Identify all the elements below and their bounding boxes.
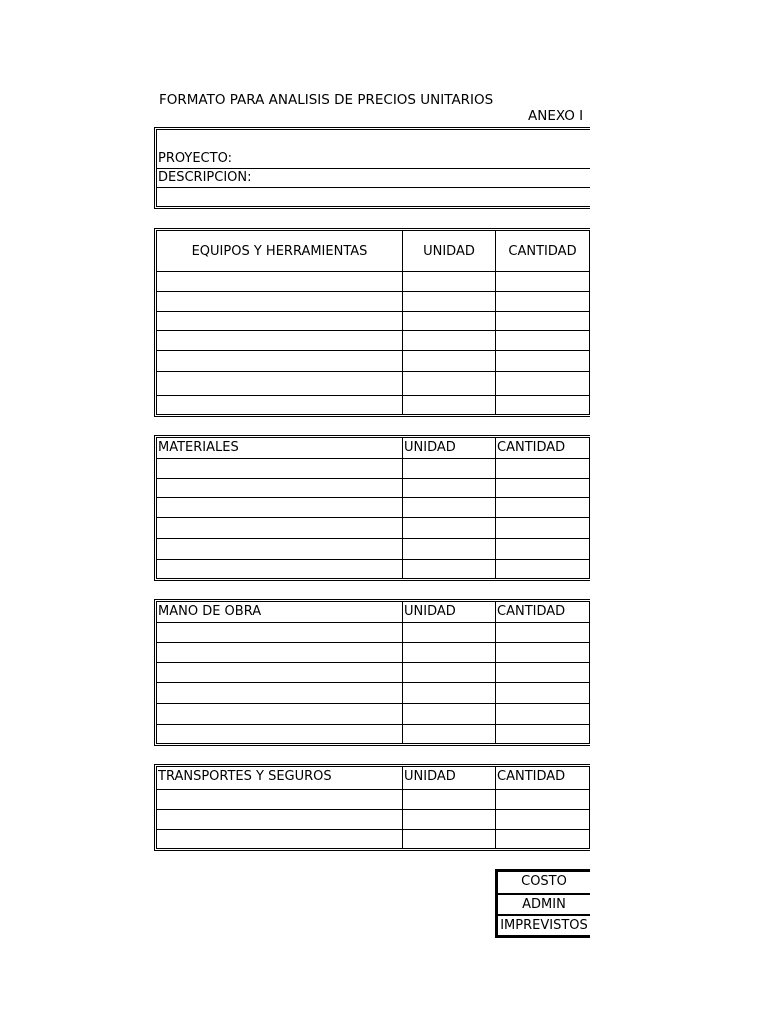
table-cell[interactable] — [403, 810, 496, 829]
table-cell[interactable] — [157, 272, 403, 291]
description-label: DESCRIPCION: — [158, 170, 252, 185]
table-header-row — [157, 231, 590, 271]
table-cell[interactable] — [403, 396, 496, 417]
cost-summary-box — [495, 869, 590, 938]
table-row[interactable] — [157, 371, 590, 395]
table-cell[interactable] — [157, 498, 403, 517]
table-cell[interactable] — [157, 292, 403, 311]
table-cell[interactable] — [403, 704, 496, 724]
table-header-row — [157, 438, 590, 458]
table-cell[interactable] — [403, 623, 496, 642]
table-row[interactable] — [157, 330, 590, 350]
direct-cost-label: COSTO — [521, 874, 567, 889]
table-cell[interactable] — [496, 663, 590, 682]
table-cell[interactable] — [157, 539, 403, 559]
column-header-labor: MANO DE OBRA — [157, 602, 403, 622]
table-cell[interactable] — [403, 479, 496, 497]
table-cell[interactable] — [403, 372, 496, 395]
table-cell[interactable] — [403, 498, 496, 517]
table-cell[interactable] — [496, 830, 590, 851]
table-cell[interactable] — [403, 539, 496, 559]
unforeseen-label: IMPREVISTOS — [498, 914, 590, 935]
column-header-quantity: CANTIDAD — [496, 231, 590, 271]
table-row[interactable] — [157, 809, 590, 829]
table-cell[interactable] — [157, 725, 403, 746]
table-cell[interactable] — [496, 810, 590, 829]
table-row[interactable] — [157, 395, 590, 417]
table-cell[interactable] — [403, 351, 496, 371]
header-divider — [157, 187, 590, 188]
table-cell[interactable] — [496, 272, 590, 291]
table-row[interactable] — [157, 478, 590, 497]
table-cell[interactable] — [157, 479, 403, 497]
column-header-quantity: CANTIDAD — [496, 767, 590, 789]
table-cell[interactable] — [157, 643, 403, 662]
table-cell[interactable] — [403, 790, 496, 809]
table-row[interactable] — [157, 703, 590, 724]
materials-table — [154, 435, 590, 581]
column-header-unit: UNIDAD — [403, 231, 496, 271]
table-row[interactable] — [157, 559, 590, 581]
admin-label: ADMIN — [498, 893, 590, 914]
document-title: FORMATO PARA ANALISIS DE PRECIOS UNITARIOS — [159, 92, 494, 108]
table-cell[interactable] — [157, 790, 403, 809]
column-header-transport: TRANSPORTES Y SEGUROS — [157, 767, 403, 789]
table-cell[interactable] — [403, 683, 496, 703]
table-header-row — [157, 767, 590, 789]
table-cell[interactable] — [403, 331, 496, 350]
table-cell[interactable] — [496, 643, 590, 662]
column-header-quantity: CANTIDAD — [496, 602, 590, 622]
table-row[interactable] — [157, 789, 590, 809]
table-row[interactable] — [157, 622, 590, 642]
column-header-unit: UNIDAD — [403, 767, 496, 789]
table-row[interactable] — [157, 829, 590, 851]
table-cell[interactable] — [496, 623, 590, 642]
table-cell[interactable] — [157, 372, 403, 395]
table-row[interactable] — [157, 724, 590, 746]
table-row[interactable] — [157, 458, 590, 478]
table-cell[interactable] — [496, 459, 590, 478]
table-cell[interactable] — [157, 351, 403, 371]
table-cell[interactable] — [403, 560, 496, 581]
table-row[interactable] — [157, 642, 590, 662]
table-cell[interactable] — [496, 312, 590, 330]
table-cell[interactable] — [157, 830, 403, 851]
table-row[interactable] — [157, 662, 590, 682]
table-row[interactable] — [157, 538, 590, 559]
table-cell[interactable] — [403, 663, 496, 682]
table-cell[interactable] — [157, 459, 403, 478]
table-cell[interactable] — [496, 292, 590, 311]
table-cell[interactable] — [157, 704, 403, 724]
table-header-row — [157, 602, 590, 622]
table-cell[interactable] — [496, 396, 590, 417]
table-cell[interactable] — [157, 560, 403, 581]
project-header-box — [154, 127, 590, 209]
equipment-table — [154, 228, 590, 417]
table-cell[interactable] — [403, 725, 496, 746]
column-header-equipment: EQUIPOS Y HERRAMIENTAS — [157, 231, 403, 271]
table-row[interactable] — [157, 497, 590, 517]
table-cell[interactable] — [496, 790, 590, 809]
table-cell[interactable] — [496, 539, 590, 559]
column-header-quantity: CANTIDAD — [496, 438, 590, 458]
column-header-materials: MATERIALES — [157, 438, 403, 458]
table-cell[interactable] — [403, 830, 496, 851]
table-cell[interactable] — [403, 643, 496, 662]
table-cell[interactable] — [157, 312, 403, 330]
project-label: PROYECTO: — [158, 151, 232, 166]
table-cell[interactable] — [496, 518, 590, 538]
table-cell[interactable] — [496, 683, 590, 703]
table-cell[interactable] — [403, 272, 496, 291]
annex-label: ANEXO I — [528, 108, 584, 124]
table-row[interactable] — [157, 311, 590, 330]
table-cell[interactable] — [403, 459, 496, 478]
transport-table — [154, 764, 590, 851]
table-cell[interactable] — [496, 704, 590, 724]
table-cell[interactable] — [496, 560, 590, 581]
table-row[interactable] — [157, 517, 590, 538]
table-cell[interactable] — [157, 623, 403, 642]
table-cell[interactable] — [157, 518, 403, 538]
table-cell[interactable] — [496, 372, 590, 395]
table-row[interactable] — [157, 350, 590, 371]
table-cell[interactable] — [157, 331, 403, 350]
table-cell[interactable] — [157, 663, 403, 682]
table-row[interactable] — [157, 271, 590, 291]
table-cell[interactable] — [157, 683, 403, 703]
table-cell[interactable] — [403, 312, 496, 330]
table-cell[interactable] — [496, 479, 590, 497]
table-cell[interactable] — [157, 396, 403, 417]
table-cell[interactable] — [403, 518, 496, 538]
labor-table — [154, 599, 590, 746]
table-row[interactable] — [157, 682, 590, 703]
table-cell[interactable] — [496, 351, 590, 371]
table-row[interactable] — [157, 291, 590, 311]
table-cell[interactable] — [157, 810, 403, 829]
table-cell[interactable] — [496, 498, 590, 517]
table-cell[interactable] — [496, 331, 590, 350]
header-divider — [157, 168, 590, 169]
column-header-unit: UNIDAD — [403, 438, 496, 458]
column-header-unit: UNIDAD — [403, 602, 496, 622]
table-cell[interactable] — [496, 725, 590, 746]
table-cell[interactable] — [403, 292, 496, 311]
